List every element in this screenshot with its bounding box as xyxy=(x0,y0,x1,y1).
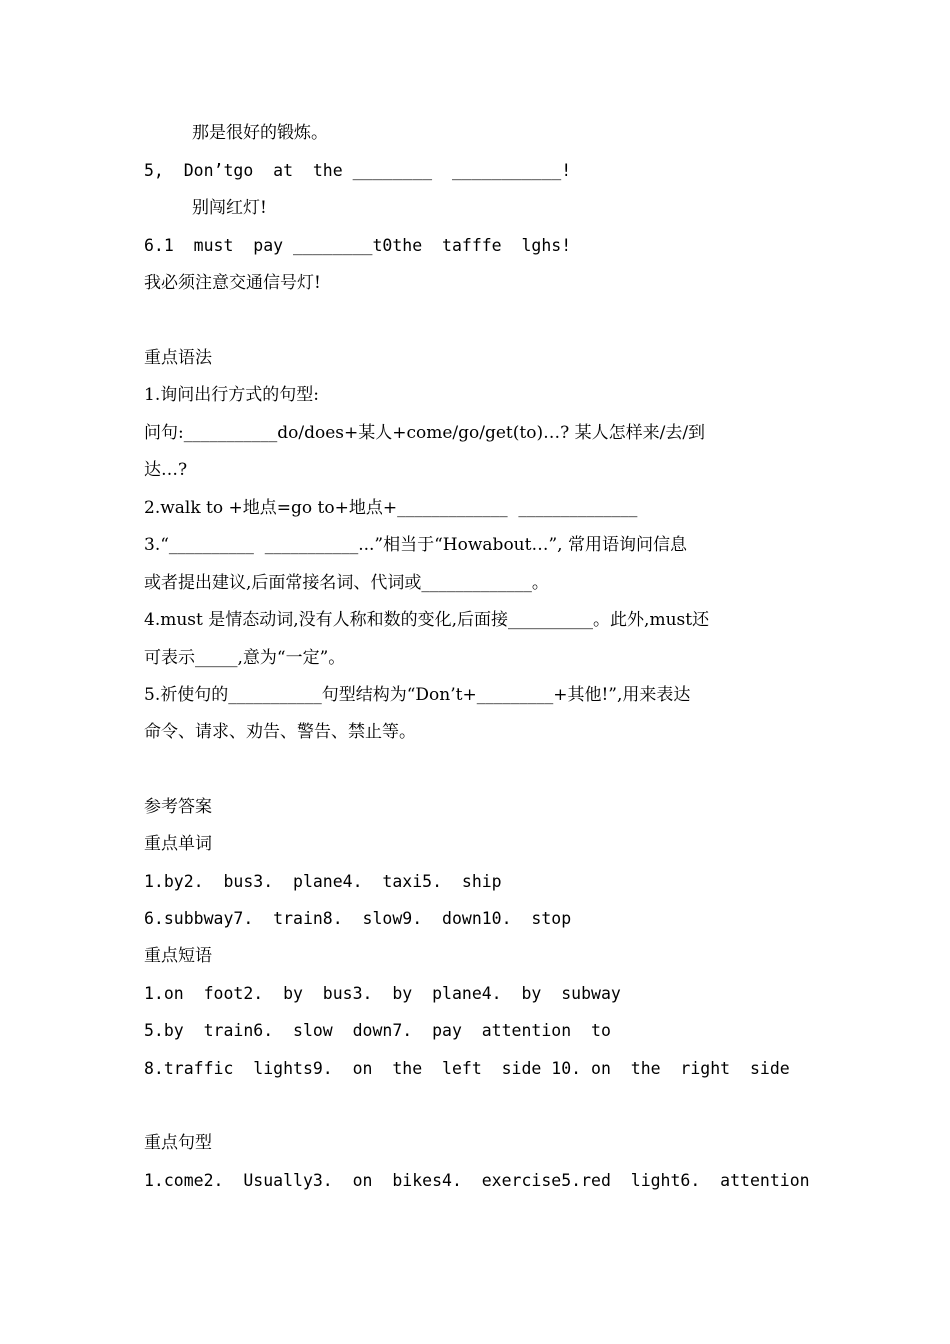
grammar-item-1-question: 问句:___________do/does+某人+come/go/get(to)…? 某人怎样来/去/到 xyxy=(144,423,706,443)
text-line-item-6: 6.1 must pay ________t0the tafffe lghs! xyxy=(144,236,572,255)
grammar-item-5: 5.祈使句的___________句型结构为“Don’t+_________+其他!”,用来表达 xyxy=(144,685,691,705)
answers-words-line-2: 6.subbway7. train8. slow9. down10. stop xyxy=(144,909,572,928)
section-heading-grammar: 重点语法 xyxy=(144,348,212,368)
answers-heading-sentences: 重点句型 xyxy=(144,1133,212,1153)
section-heading-answers: 参考答案 xyxy=(144,797,212,817)
answers-words-line-1: 1.by2. bus3. plane4. taxi5. ship xyxy=(144,872,502,891)
grammar-item-3-cont: 或者提出建议,后面常接名词、代词或_____________。 xyxy=(144,573,549,593)
text-line-item-5: 5, Don’tgo at the ________ ___________! xyxy=(144,161,572,180)
grammar-item-3: 3.“__________ ___________...”相当于“Howabout…”, 常用语询问信息 xyxy=(144,535,687,555)
answers-sentences-line-1: 1.come2. Usually3. on bikes4. exercise5.red light6. attention xyxy=(144,1171,810,1190)
answers-heading-words: 重点单词 xyxy=(144,834,212,854)
text-line-translation-6: 我必须注意交通信号灯! xyxy=(144,273,321,293)
answers-phrases-line-2: 5.by train6. slow down7. pay attention to xyxy=(144,1021,611,1040)
answers-heading-phrases: 重点短语 xyxy=(144,946,212,966)
text-line-translation-5: 别闯红灯! xyxy=(192,198,267,218)
text-line-translation-4: 那是很好的锻炼。 xyxy=(192,123,328,143)
answers-phrases-line-1: 1.on foot2. by bus3. by plane4. by subway xyxy=(144,984,621,1003)
answers-phrases-line-3: 8.traffic lights9. on the left side 10. on the right side xyxy=(144,1059,790,1078)
grammar-item-4-cont: 可表示_____,意为“一定”。 xyxy=(144,648,346,668)
grammar-item-1-question-cont: 达…? xyxy=(144,460,188,480)
grammar-item-1: 1.询问出行方式的句型: xyxy=(144,385,319,405)
grammar-item-5-cont: 命令、请求、劝告、警告、禁止等。 xyxy=(144,722,416,742)
grammar-item-2: 2.walk to +地点=go to+地点+_____________ ______________ xyxy=(144,498,638,518)
grammar-item-4: 4.must 是情态动词,没有人称和数的变化,后面接__________。此外,must还 xyxy=(144,610,710,630)
